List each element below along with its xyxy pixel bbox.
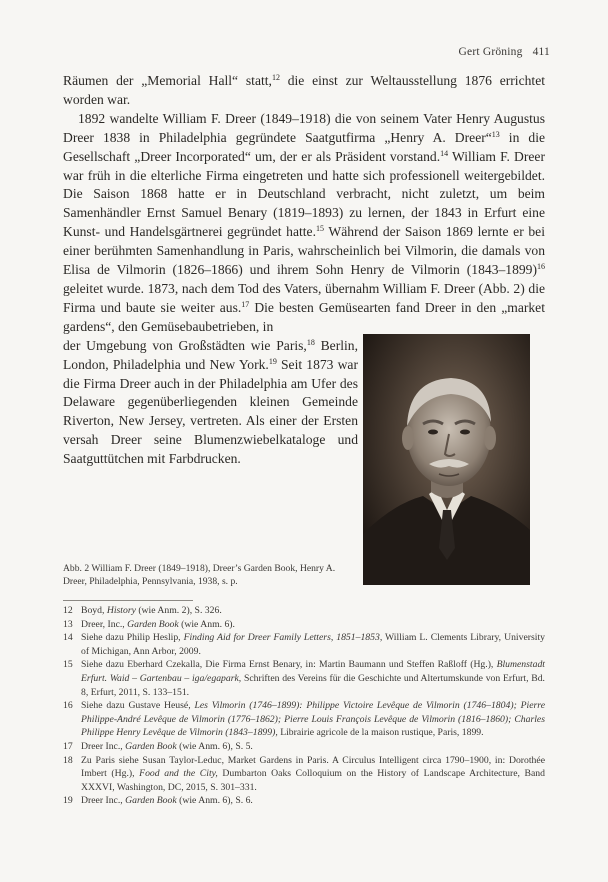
footnote-ref-19: 19 xyxy=(268,356,277,366)
footnote-divider xyxy=(63,600,193,601)
footnote-19: 19 Dreer Inc., Garden Book (wie Anm. 6), S. 6. xyxy=(63,795,253,807)
footnote-17: 17 Dreer Inc., Garden Book (wie Anm. 6), S. 5. xyxy=(63,740,253,752)
header-author: Gert Gröning xyxy=(458,46,523,58)
footnote-ref-16: 16 xyxy=(537,262,545,272)
footnote-ref-14: 14 xyxy=(440,148,449,158)
footnote-ref-17: 17 xyxy=(241,299,250,309)
footnote-ref-12: 12 xyxy=(271,73,280,82)
paragraph-2: 1892 wandelte William F. Dreer (1849–1918) die von seinem Vater Henry Augustus Dreer 1838 in Philadelphia gegründete Saatgutfirma „Henry A. Dreer“$^{13}$ in die Gesellschaft „Dreer Incorporated“ um, der er als Präsident vorstand.$^{14}$ William F. Dreer war früh in die elterliche Firma eingetreten und hatte sich professionell weitergebildet. Die Saison 1868 hatte er in Deutschland verbracht, nicht zuletzt, um beim Samenhändler Ernst Samuel Benary (1819–1893) zu lernen, der 1843 in Erfurt eine Kunst- und Handelsgärtnerei gegründet hatte.$^{15}$ Während der Saison 1869 lernte er bei einer berühmten Samenhandlung in Paris, wahrscheinlich bei Vilmorin, die damals von Elisa de Vilmorin (1826–1866) und ihrem Sohn Henry de Vilmorin (1843–1899)$^{16}$ geleitet wurde. 1873, nach dem Tod des Vaters, übernahm William F. Dreer (Abb. 2) die Firma und baute sie weiter aus.$^{17}$ Die besten Gemüsearten fand Dreer in den „market gardens“, den Gemüsebaubetrieben, in xyxy=(63,110,545,334)
footnote-ref-18: 18 xyxy=(306,337,315,347)
paragraph-2-wrapped: der Umgebung von Großstädten wie Paris,$^{18}$ Berlin, London, Philadelphia und New York.$^{19}$ Seit 1873 war die Firma Dreer auch in der Philadelphia am Ufer des Delaware gegenüberliegenden kleinen Gemeinde Riverton, New Jersey, vertreten. Als einer der Ersten versah Dreer seine Blumenzwiebelkataloge und Saatguttütchen mit Farbdrucken. xyxy=(63,337,358,467)
footnote-16: 16 Siehe dazu Gustave Heusé, Les Vilmorin (1746–1899): Philippe Victoire Levêque de Vilmorin (1746–1804); Pierre Philippe-André Levêque de Vilmorin (1776–1862); Pierre Louis François Levêque de Vilmorin (1816–1860); Charles Philippe Henry Levêque de Vilmorin (1843–1899), Librairie agricole de la maison rustique, Paris, 1899. xyxy=(63,700,545,739)
footnote-14: 14 Siehe dazu Philip Heslip, Finding Aid for Dreer Family Letters, 1851–1853, William L. Clements Library, University of Michigan, Ann Arbor, 2009. xyxy=(63,632,545,657)
footnote-13: 13 Dreer, Inc., Garden Book (wie Anm. 6). xyxy=(63,618,235,630)
portrait-photo xyxy=(363,334,530,585)
figure-caption: Abb. 2 William F. Dreer (1849–1918), Dreer’s Garden Book, Henry A. Dreer, Philadelphia, Pennsylvania, 1938, s. p. xyxy=(63,563,336,588)
page-number: 411 xyxy=(532,46,550,58)
paragraph-1: Räumen der „Memorial Hall“ statt,$^{12}$ die einst zur Weltausstellung 1876 errichtet worden war. xyxy=(63,73,545,107)
portrait-illustration xyxy=(363,334,530,585)
footnote-18: 18 Zu Paris siehe Susan Taylor-Leduc, Market Gardens in Paris. A Circulus Intelligent circa 1790–1900, in: Dorothée Imbert (Hg.), Food and the City, Dumbarton Oaks Colloquium on the History of Landscape Architecture, Band XXXVI, Washington, DC, 2015, S. 301–331. xyxy=(63,754,545,793)
footnotes xyxy=(63,604,545,808)
footnote-ref-13: 13 xyxy=(491,129,500,139)
running-header xyxy=(459,46,550,58)
footnote-15: 15 Siehe dazu Eberhard Czekalla, Die Firma Ernst Benary, in: Martin Baumann und Steffen Raßloff (Hg.), Blumenstadt Erfurt. Waid – Gartenbau – iga/egapark, Schriften des Vereins für die Geschichte und Altertumskunde von Erfurt, Bd. 8, Erfurt, 2011, S. 133–151. xyxy=(63,659,545,698)
footnote-12: 12 Boyd, History (wie Anm. 2), S. 326. xyxy=(63,605,222,616)
footnote-ref-15: 15 xyxy=(316,224,324,234)
